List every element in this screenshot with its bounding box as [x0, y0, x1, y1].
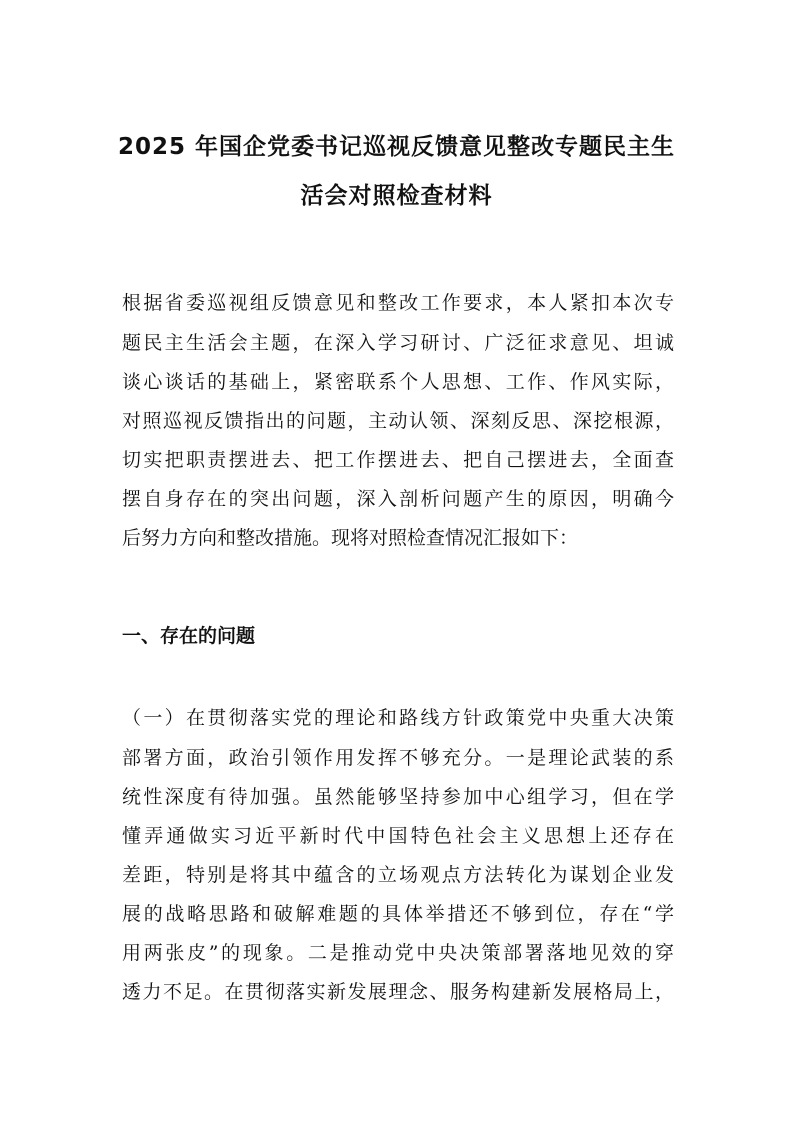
- item-1-line: 部署方面，政治引领作用发挥不够充分。一是理论武装的系: [122, 747, 674, 769]
- intro-line: 对照巡视反馈指出的问题，主动认领、深刻反思、深挖根源，: [122, 410, 674, 432]
- section-heading-problems: 一、存在的问题: [122, 625, 256, 647]
- item-1-line: 懂弄通做实习近平新时代中国特色社会主义思想上还存在: [122, 825, 674, 847]
- item-1-line: 用两张皮”的现象。二是推动党中央决策部署落地见效的穿: [122, 942, 674, 964]
- document-title-line-2: 活会对照检查材料: [300, 183, 493, 209]
- item-1-line: 差距，特别是将其中蕴含的立场观点方法转化为谋划企业发: [122, 864, 674, 886]
- intro-line: 谈心谈话的基础上，紧密联系个人思想、工作、作风实际，: [122, 371, 674, 393]
- item-1-line: 展的战略思路和破解难题的具体举措还不够到位，存在“学: [122, 903, 674, 925]
- intro-line: 摆自身存在的突出问题，深入剖析问题产生的原因，明确今: [122, 488, 674, 510]
- item-1-line: 透力不足。在贯彻落实新发展理念、服务构建新发展格局上，: [122, 981, 674, 1003]
- item-1-line: 统性深度有待加强。虽然能够坚持参加中心组学习，但在学: [122, 786, 674, 808]
- intro-line: 切实把职责摆进去、把工作摆进去、把自己摆进去，全面查: [122, 449, 674, 471]
- intro-line: 后努力方向和整改措施。现将对照检查情况汇报如下：: [122, 527, 579, 549]
- intro-line: 根据省委巡视组反馈意见和整改工作要求，本人紧扣本次专: [122, 292, 674, 314]
- item-1-line: （一）在贯彻落实党的理论和路线方针政策党中央重大决策: [122, 707, 674, 729]
- intro-line: 题民主生活会主题，在深入学习研讨、广泛征求意见、坦诚: [122, 332, 674, 354]
- document-title-line-1: 2025 年国企党委书记巡视反馈意见整改专题民主生: [117, 134, 676, 160]
